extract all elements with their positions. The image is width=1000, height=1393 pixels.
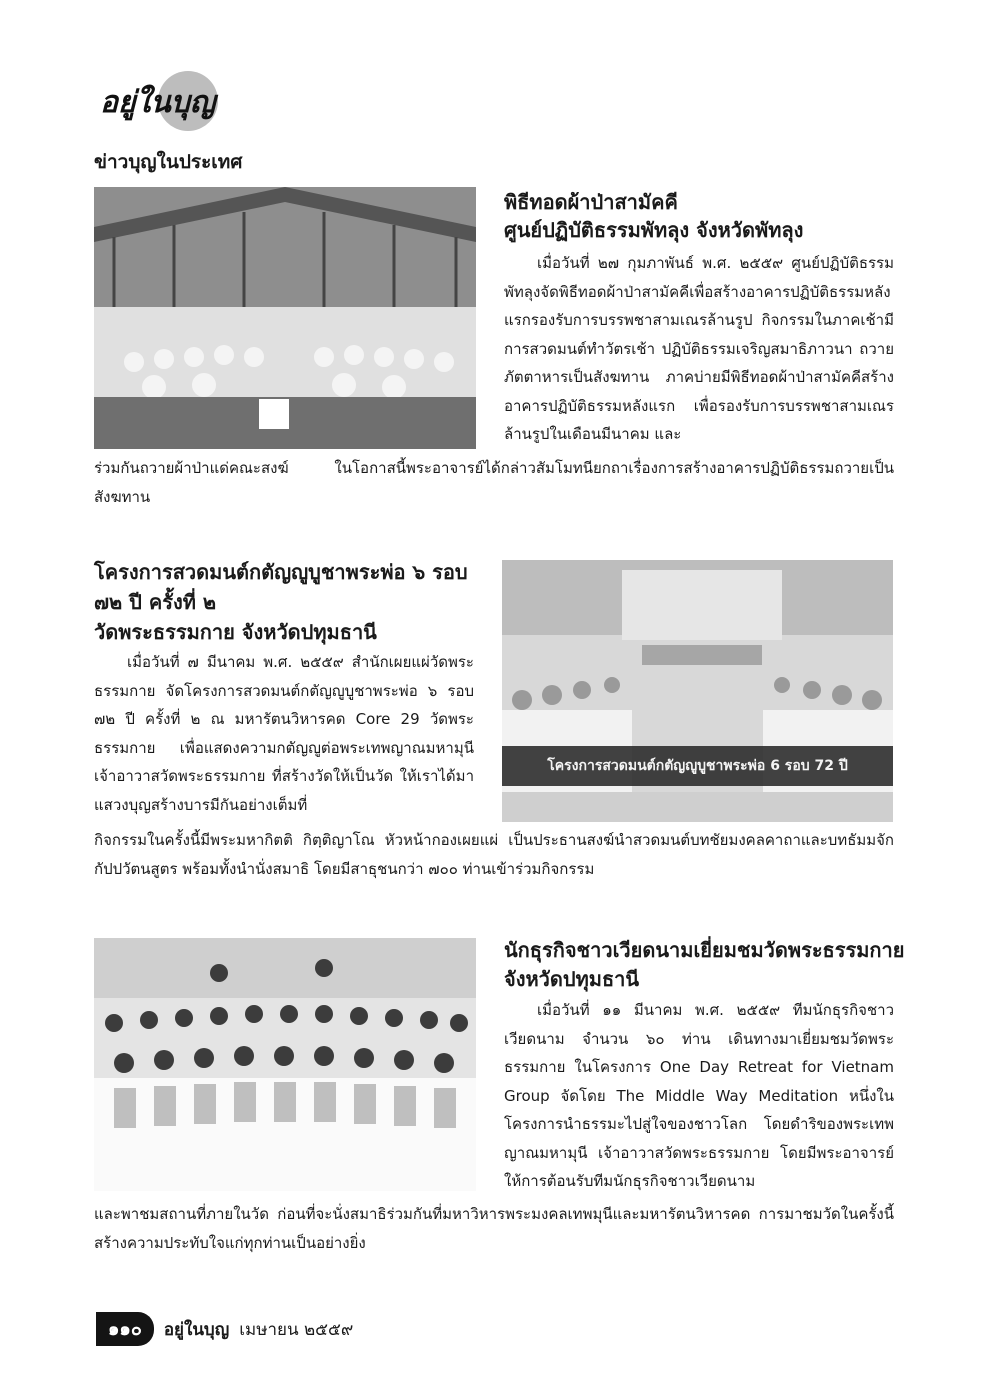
photo-vietnam-group [94,938,476,1191]
publication-name: อยู่ในบุญ [163,1319,230,1340]
article-2-headline-line-2: ๗๒ ปี ครั้งที่ ๒ [94,590,217,614]
article-3-body-full: และพาชมสถานที่ภายในวัด ก่อนที่จะนั่งสมาธิร่วมกันที่มหาวิหารพระมงคลเทพมุนีและมหารัตนวิหารคด การมาชมวัดในครั้งนี้สร้างความประทับใจแก่ทุกท่านเป็นอย่างยิ่ง [94,1205,894,1252]
article-3-body-column: เมื่อวันที่ ๑๑ มีนาคม พ.ศ. ๒๕๕๙ ทีมนักธุรกิจชาวเวียดนาม จำนวน ๖๐ ท่าน เดินทางมาเยี่ยมชมวัดพระธรรมกาย ในโครงการ One Day Retreat for Vietnam Group จัดโดย The Middle Way Meditation หนึ่งในโครงการนำธรรมะไปสู่ใจของชาวโลก โดยดำริของพระเทพญาณมหามุนี เจ้าอาวาสวัดพระธรรมกาย โดยมีพระอาจารย์ให้การต้อนรับทีมนักธุรกิจชาวเวียดนาม [504,1001,894,1190]
photo-caption: โครงการสวดมนต์กตัญญูบูชาพระพ่อ 6 รอบ 72 ปี [502,746,893,786]
article-2-body-column: เมื่อวันที่ ๗ มีนาคม พ.ศ. ๒๕๕๙ สำนักเผยแผ่วัดพระธรรมกาย จัดโครงการสวดมนต์กตัญญูบูชาพระพ่อ ๖ รอบ ๗๒ ปี ครั้งที่ ๒ ณ มหารัตนวิหารคด Core 29 วัดพระธรรมกาย เพื่อแสดงความกตัญญูต่อพระเทพญาณมหามุนี เจ้าอาวาสวัดพระธรรมกาย ที่สร้างวัดให้เป็นวัด ให้เราได้มาแสวงบุญสร้างบารมีกันอย่างเต็มที่ [94,653,474,814]
article-1-headline-line-2: ศูนย์ปฏิบัติธรรมพัทลุง จังหวัดพัทลุง [504,218,804,242]
article-3-headline-line-1: นักธุรกิจชาวเวียดนามเยี่ยมชมวัดพระธรรมกาย [504,938,905,962]
page-number: ๑๑๐ [96,1312,154,1346]
logo-text: อยู่ในบุญ [100,85,216,120]
photo-chanting-ceremony [502,560,893,822]
article-1-headline-line-1: พิธีทอดผ้าป่าสามัคคี [504,190,678,214]
article-1-body-full: ร่วมกันถวายผ้าป่าแด่คณะสงฆ์ ในโอกาสนี้พระอาจารย์ได้กล่าวสัมโมทนียกถาเรื่องการสร้างอาคารปฏิบัติธรรมถวายเป็นสังฆทาน [94,459,894,506]
section-title: ข่าวบุญในประเทศ [94,151,243,173]
article-3-headline-line-2: จังหวัดปทุมธานี [504,967,640,991]
article-2-headline-line-3: วัดพระธรรมกาย จังหวัดปทุมธานี [94,620,377,644]
page-footer [96,1314,353,1344]
photo-robe-offering-ceremony [94,187,476,449]
magazine-logo [96,68,236,134]
article-2-body-full: กิจกรรมในครั้งนี้มีพระมหากิตติ กิตฺติญาโณ หัวหน้ากองเผยแผ่ เป็นประธานสงฆ์นำสวดมนต์บทชัยมงคลคาถาและบทธัมมจักกัปปวัตนสูตร พร้อมทั้งนำนั่งสมาธิ โดยมีสาธุชนกว่า ๗๐๐ ท่านเข้าร่วมกิจกรรม [94,831,894,878]
article-1-body-column: เมื่อวันที่ ๒๗ กุมภาพันธ์ พ.ศ. ๒๕๕๙ ศูนย์ปฏิบัติธรรมพัทลุงจัดพิธีทอดผ้าป่าสามัคคีเพื่อสร้างอาคารปฏิบัติธรรมหลังแรกรองรับการบรรพชาสามเณรล้านรูป กิจกรรมในภาคเช้ามีการสวดมนต์ทำวัตรเช้า ปฏิบัติธรรมเจริญสมาธิภาวนา ถวายภัตตาหารเป็นสังฆทาน ภาคบ่ายมีพิธีทอดผ้าป่าสามัคคีสร้างอาคารปฏิบัติธรรมหลังแรก เพื่อรองรับการบรรพชาสามเณรล้านรูปในเดือนมีนาคม และ [504,254,894,443]
article-2-headline-line-1: โครงการสวดมนต์กตัญญูบูชาพระพ่อ ๖ รอบ [94,560,468,584]
issue-date: เมษายน ๒๕๕๙ [239,1319,354,1340]
